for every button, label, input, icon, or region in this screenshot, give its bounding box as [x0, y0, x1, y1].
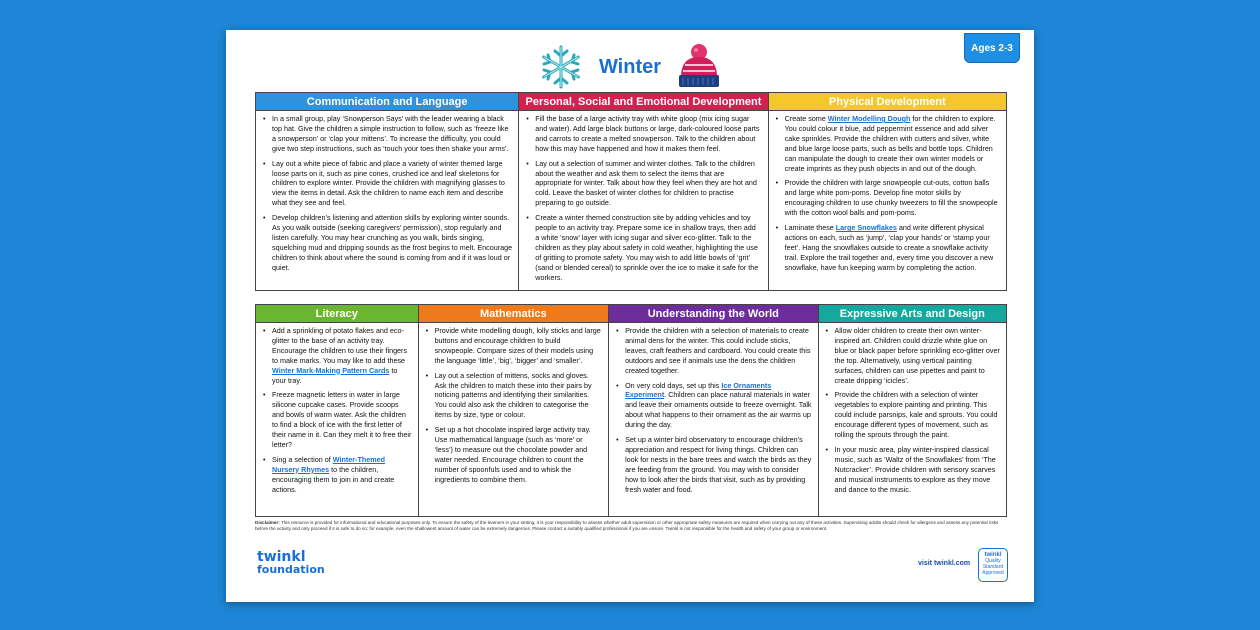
- column-mathematics: [419, 305, 610, 516]
- list-item: • Set up a hot chocolate inspired large activity tray. Use mathematical language (such as ‘more’ or ‘less’) to measure out the chocolate powder and water needed. Encourage children to count the number of spoonfuls used and to whisk the ingredients to combine them.: [435, 425, 603, 484]
- list-item: [785, 114, 1000, 173]
- list-item: • Provide the children with large snowpeople cut-outs, cotton balls and large white pom-poms. Develop fine motor skills by encouraging children to use chunky tweezers to fill the snowpeople with the cotton wool balls and pom-poms.: [785, 178, 1000, 218]
- quality-logo-line-1: twinkl: [984, 552, 1002, 558]
- column-personal-social: [519, 93, 768, 290]
- list-item: • Provide the children with a selection of winter vegetables to explore painting and printing. This could include parsnips, kale and sprouts. You could encourage different types of movement, such as rolling the sprouts through the paint.: [835, 390, 1001, 440]
- snowflake-icon: [537, 43, 585, 91]
- item-text: On very cold days, set up this: [625, 380, 720, 390]
- item-text: for the children to explore. You could colour it blue, add peppermint essence and add silver cake sprinkles. Provide the children with cutters and silver, white and blue large loose parts, such as bells and bottle tops. Children can manipulate the dough to create their own winter models or create imprints as they push objects in and out of the dough.: [784, 114, 996, 173]
- list-item: • Allow older children to create their own winter-inspired art. Children could drizzle white glue on blue or black paper before sprinkling eco-glitter over the top. Alternatively, using vertical painting surfaces, children can use pipettes and paint to create dripping ‘icicles’.: [835, 326, 1001, 385]
- list-item: [785, 223, 1000, 273]
- winter-nursery-rhymes-link[interactable]: Winter-Themed Nursery Rhymes: [272, 454, 385, 474]
- disclaimer-label: Disclaimer:: [255, 520, 280, 525]
- item-text: to your tray.: [272, 365, 398, 385]
- list-item: • In your music area, play winter-inspired classical music, such as ‘Waltz of the Snowflakes’ from ‘The Nutcracker’. Provide children with sensory scarves and musical instruments to explore as they move and dance to the music.: [835, 445, 1001, 495]
- list-item: • Set up a winter bird observatory to encourage children’s appreciation and respect for living things. Children can look for nests in the bare trees and watch the birds as they are feeding from the ground. You may wish to consider how to look after the birds that visit, such as by providing fresh water and food.: [625, 435, 811, 494]
- list-item: [272, 455, 412, 495]
- list-item: [272, 326, 412, 385]
- item-text: Sing a selection of: [272, 454, 331, 464]
- winter-mark-making-link[interactable]: Winter Mark-Making Pattern Cards: [272, 365, 390, 375]
- winter-hat-icon: [675, 43, 723, 91]
- column-communication: [256, 93, 519, 290]
- list-item: [625, 381, 811, 431]
- title-bar: [226, 43, 1034, 91]
- column-heading: Expressive Arts and Design: [819, 305, 1007, 323]
- list-item: • Provide the children with a selection of materials to create animal dens for the winter. This could include sticks, leaves, craft feathers and cardboard. You could create this outdoors and see if animals use the dens the children created together.: [625, 326, 811, 376]
- list-item: • Provide white modelling dough, lolly sticks and large buttons and encourage children to build snowpeople. Compare sizes of their models using the language ‘little’, ‘big’, ‘bigger’ and ‘smaller’.: [435, 326, 603, 366]
- column-heading: Mathematics: [419, 305, 609, 323]
- column-physical: [769, 93, 1006, 290]
- visit-link[interactable]: visit twinkl.com: [918, 560, 971, 567]
- page-title: Winter: [598, 55, 662, 78]
- column-literacy: [256, 305, 419, 516]
- disclaimer-text: This resource is provided for informational and educational purposes only. To ensure the safety of the learners in your setting, it is your responsibility to assess whether adult supervision or other appropriate safety measures are required when carrying out any of these activities. Supervising adults should check for allergens and assess any potential risks before the activity and only proceed if it is safe to do so; for example, even the shallowest amount of water can be extremely dangerous. Please contact a suitably qualified professional if you are unsure. Twinkl is not responsible for the health and safety of your group or environment.: [255, 520, 999, 531]
- list-item: • Lay out a selection of mittens, socks and gloves. Ask the children to match these into their pairs by noticing patterns and identifying their similarities. You could also ask the children to categorise the items by size, type or colour.: [435, 371, 603, 421]
- list-item: • Freeze magnetic letters in water in large silicone cupcake cases. Provide scoops and bowls of warm water. Ask the children to find a block of ice with the first letter of their name in it. Can they melt it to free their letter?: [272, 390, 412, 449]
- winter-modelling-dough-link[interactable]: Winter Modelling Dough: [827, 114, 911, 123]
- column-understanding-world: [609, 305, 818, 516]
- logo-line-2: foundation: [257, 563, 325, 576]
- activity-sheet: [226, 30, 1034, 602]
- list-item: • Develop children’s listening and attention skills by exploring winter sounds. As you walk outside (seeking caregivers’ permission), stop regularly and listen carefully. You may hear crunching as you walk, birds singing, squelching mud and dripping sounds as the frost begins to melt. Encourage children to think about where the sound is coming from and if it was loud or quiet.: [272, 213, 512, 272]
- column-expressive-arts: [819, 305, 1007, 516]
- column-heading: Communication and Language: [256, 93, 518, 111]
- list-item: • Create a winter themed construction site by adding vehicles and toy people to an activity tray. Prepare some ice in shallow trays, then add a white ‘snow’ layer with icing sugar and silver eco-glitter. Talk to the children as they play about safety in cold weather, highlighting the use of gritting to promote safety. You may wish to add little bowls of ‘grit’ (sand or blended cereal) to sprinkle over the ice to make it safe for the workers.: [535, 213, 761, 282]
- list-item: • Lay out a white piece of fabric and place a variety of winter themed large loose parts on it, such as pine cones, crushed ice and leaf skeletons for children to explore winter. Provide the children with magnifying glasses to view the items in detail. Ask the children to name each item and describe what they see and feel.: [272, 159, 512, 209]
- item-text: Laminate these: [784, 223, 834, 233]
- top-grid: [255, 92, 1007, 291]
- item-text: and write different physical actions on each, such as ‘jump’, ‘clap your hands’ or ‘stamp your feet’. Hang the snowflakes outside to create a snowflake activity trail. Explore the trail together and, every time you discover a new snowflake, have fun keeping warm by completing the action.: [784, 223, 994, 272]
- large-snowflakes-link[interactable]: Large Snowflakes: [835, 223, 897, 233]
- logo-line-1: twinkl: [257, 549, 306, 565]
- column-heading: Literacy: [256, 305, 418, 323]
- column-heading: Personal, Social and Emotional Development: [519, 93, 767, 111]
- list-item: • Fill the base of a large activity tray with white gloop (mix icing sugar and water). Add large black buttons or large, dark-coloured loose parts and carrots to create a melted snowperson. Talk to the children about how this may have happened and how it makes them feel.: [535, 114, 761, 154]
- ice-ornaments-link[interactable]: Ice Ornaments Experiment: [625, 380, 772, 400]
- list-item: • In a small group, play ‘Snowperson Says’ with the leader wearing a black top hat. Give the children a simple instruction to follow, such as ‘freeze like a snowperson’ or ‘clap your mittens’. To increase the difficulty, you could give two step instructions, such as ‘touch your toes then shake your arms’.: [272, 114, 512, 154]
- column-heading: Physical Development: [769, 93, 1006, 111]
- item-text: Add a sprinkling of potato flakes and eco-glitter to the base of an activity tray. Encourage the children to use their fingers to make marks. You may like to add these: [272, 326, 408, 365]
- age-badge: Ages 2-3: [964, 33, 1020, 63]
- item-text: . Children can place natural materials in water and leave their ornaments outside to freeze overnight. Talk about what happens to their ornament as the air warms up during the day.: [625, 390, 812, 430]
- list-item: • Lay out a selection of summer and winter clothes. Talk to the children about the weather and ask them to select the items that are appropriate for winter. Talk about how they feel when they are hot and cold. Leave the basket of winter clothes for children to practise preparing to go outside.: [535, 159, 761, 209]
- twinkl-foundation-logo: [257, 549, 325, 585]
- item-text: to the children, encouraging them to join in and create actions.: [272, 464, 395, 494]
- disclaimer: [255, 520, 1007, 531]
- item-text: Create some: [784, 114, 826, 123]
- quality-logo-line-2: Quality Standard Approved: [982, 558, 1004, 576]
- quality-standard-logo: [978, 548, 1008, 582]
- column-heading: Understanding the World: [609, 305, 817, 323]
- bottom-grid: [255, 304, 1007, 517]
